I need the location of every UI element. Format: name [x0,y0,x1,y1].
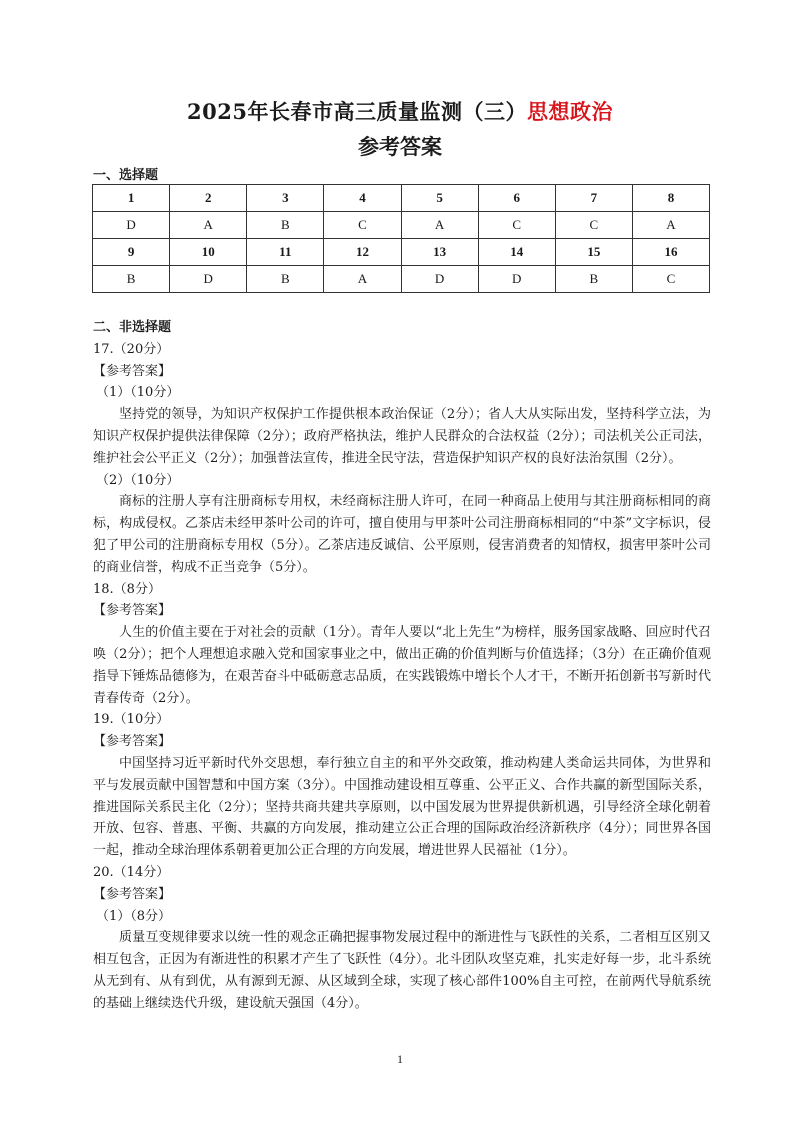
section-heading-non-choice: 二、非选择题 [93,320,172,335]
question-number-cell: 2 [170,185,247,212]
answer-row [93,266,710,293]
answer-cell: A [170,212,247,239]
document-subtitle: 参考答案 [358,134,442,159]
title-subject: 思想政治 [526,99,613,124]
q17-header: 17.（20分） [93,341,170,357]
q18-header: 18.（8分） [93,581,161,597]
question-number-cell: 13 [401,239,478,266]
answer-cell: C [555,212,632,239]
answer-cell: B [93,266,170,293]
page-number: 1 [397,1052,403,1066]
answer-cell: B [555,266,632,293]
title-main: 2025年长春市高三质量监测（三） [187,99,527,124]
section-heading-choice: 一、选择题 [93,168,159,183]
answer-cell: D [478,266,555,293]
answer-cell: A [401,212,478,239]
q17-part2-label: （2）（10分） [96,472,180,488]
question-number-cell: 15 [555,239,632,266]
q17-ref-label: 【参考答案】 [93,363,172,379]
question-number-cell: 1 [93,185,170,212]
q17-part2-text: 商标的注册人享有注册商标专用权，未经商标注册人许可，在同一种商品上使用与其注册商标相同的商标，构成侵权。乙茶店未经甲茶叶公司的许可，擅自使用与甲茶叶公司注册商标相同的“中茶”文字标识，侵犯了甲公司的注册商标专用权（5分）。乙茶店违反诚信、公平原则，侵害消费者的知情权，损害甲茶叶公司的商业信誉，构成不正当竞争（5分）。 [93,494,711,575]
answer-row [93,212,710,239]
document-title [0,96,800,126]
q20-ref-label: 【参考答案】 [93,886,172,902]
non-choice-section [93,317,711,1015]
question-number-row [93,185,710,212]
q18-text: 人生的价值主要在于对社会的贡献（1分）。青年人要以“北上先生”为榜样，服务国家战略、回应时代召唤（2分）；把个人理想追求融入党和国家事业之中，做出正确的价值判断与价值选择；（3分）在正确价值观指导下锤炼品德修为，在艰苦奋斗中砥砺意志品质，在实践锻炼中增长个人才干，不断开拓创新书写新时代青春传奇（2分）。 [93,625,711,706]
question-number-row [93,239,710,266]
answer-cell: B [247,212,324,239]
q17-part1-text: 坚持党的领导，为知识产权保护工作提供根本政治保证（2分）；省人大从实际出发，坚持科学立法，为知识产权保护提供法律保障（2分）；政府严格执法，维护人民群众的合法权益（2分）；司法机关公正司法，维护社会公平正义（2分）；加强普法宣传，推进全民守法，营造保护知识产权的良好法治氛围（2分）。 [93,407,711,466]
q17-part1-label: （1）（10分） [96,385,180,401]
question-number-cell: 5 [401,185,478,212]
question-number-cell: 10 [170,239,247,266]
question-number-cell: 16 [632,239,709,266]
q20-part1-text: 质量互变规律要求以统一性的观念正确把握事物发展过程中的渐进性与飞跃性的关系，二者相互区别又相互包含，正因为有渐进性的积累才产生了飞跃性（4分）。北斗团队攻坚克难，扎实走好每一步，北斗系统从无到有、从有到优，从有源到无源、从区域到全球，实现了核心部件100%自主可控，在前两代导航系统的基础上继续迭代升级，建设航天强国（4分）。 [93,930,711,1011]
answer-cell: C [324,212,401,239]
question-number-cell: 11 [247,239,324,266]
question-number-cell: 7 [555,185,632,212]
answer-cell: B [247,266,324,293]
answer-cell: D [170,266,247,293]
choice-answer-table [92,184,710,293]
q19-ref-label: 【参考答案】 [93,734,172,750]
question-number-cell: 8 [632,185,709,212]
answer-cell: C [478,212,555,239]
question-number-cell: 3 [247,185,324,212]
question-number-cell: 4 [324,185,401,212]
q20-header: 20.（14分） [93,864,170,880]
q18-ref-label: 【参考答案】 [93,603,172,619]
q20-part1-label: （1）（8分） [96,908,172,924]
q19-text: 中国坚持习近平新时代外交思想，奉行独立自主的和平外交政策，推动构建人类命运共同体，为世界和平与发展贡献中国智慧和中国方案（3分）。中国推动建设相互尊重、公平正义、合作共赢的新型国际关系，推进国际关系民主化（2分）；坚持共商共建共享原则，以中国发展为世界提供新机遇，引导经济全球化朝着开放、包容、普惠、平衡、共赢的方向发展，推动建立公正合理的国际政治经济新秩序（4分）；同世界各国一起，推动全球治理体系朝着更加公正合理的方向发展，增进世界人民福祉（1分）。 [93,755,711,859]
answer-cell: C [632,266,709,293]
answer-cell: A [324,266,401,293]
question-number-cell: 9 [93,239,170,266]
q19-header: 19.（10分） [93,712,170,728]
answer-cell: A [632,212,709,239]
question-number-cell: 6 [478,185,555,212]
answer-cell: D [401,266,478,293]
answer-cell: D [93,212,170,239]
question-number-cell: 14 [478,239,555,266]
question-number-cell: 12 [324,239,401,266]
